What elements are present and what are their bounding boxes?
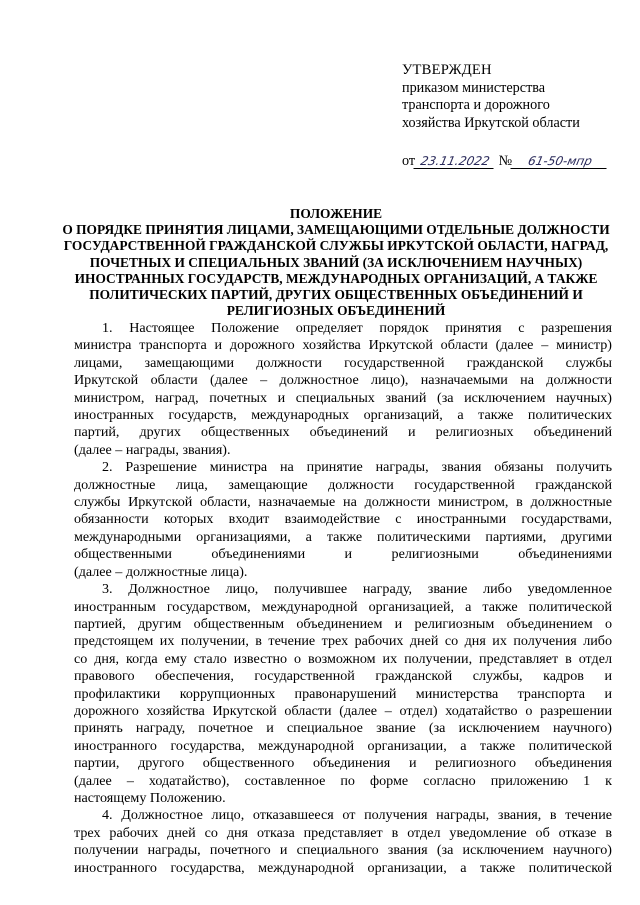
approval-date-line	[402, 153, 608, 170]
date-prefix: от	[402, 153, 416, 169]
paragraph-line: министра транспорта и дорожного хозяйства Иркутской области (далее – министр)	[74, 337, 612, 354]
paragraph-line: настоящему Положению.	[74, 789, 226, 806]
paragraph-line: партий, других общественных объединений и религиозных объединений	[74, 424, 612, 441]
title-line: ГОСУДАРСТВЕННОЙ ГРАЖДАНСКОЙ СЛУЖБЫ ИРКУТСКОЙ ОБЛАСТИ, НАГРАД,	[63, 238, 609, 254]
paragraph-line: должностные лица, замещающие должности государственной гражданской	[74, 476, 612, 493]
title-line: О ПОРЯДКЕ ПРИНЯТИЯ ЛИЦАМИ, ЗАМЕЩАЮЩИМИ ОТДЕЛЬНЫЕ ДОЛЖНОСТИ	[62, 222, 610, 238]
paragraph-line: службы Иркутской области, назначаемые на должности министром, в должностные	[74, 494, 612, 511]
approval-line: хозяйства Иркутской области	[402, 114, 580, 131]
paragraph-line: правового обеспечения, государственной гражданской службы, кадров и	[74, 668, 612, 685]
number-prefix: №	[498, 153, 513, 169]
paragraph-line: (далее – должностные лица).	[74, 563, 248, 580]
approval-lines	[402, 80, 627, 133]
paragraph-line: иностранных государств, международных организаций, а также политических	[74, 407, 612, 424]
document-body	[74, 320, 612, 877]
paragraph-line: 3. Должностное лицо, получившее награду, звание либо уведомленное	[102, 581, 612, 598]
paragraph-line: (далее – ходатайство), составленное по форме согласно приложению 1 к	[74, 772, 612, 789]
paragraph-line: 2. Разрешение министра на принятие награды, звания обязаны получить	[102, 459, 612, 476]
document-title	[60, 206, 612, 319]
approval-line: транспорта и дорожного	[402, 97, 550, 113]
paragraph-line: лицами, замещающими должности государственной гражданской службы	[74, 354, 612, 371]
paragraph-line: иностранным государством, международной организацией, а также политической	[74, 598, 612, 615]
paragraph-line: обязанности которых входит взаимодействие с иностранными государствами,	[74, 511, 612, 528]
paragraph-line: международными организациями, а также политическими партиями, другими	[74, 528, 612, 545]
paragraph-line: 1. Настоящее Положение определяет порядок принятия с разрешения	[102, 320, 612, 336]
paragraph-line: Иркутской области (далее – должностное лицо), назначаемыми на должности	[74, 372, 612, 389]
approval-block	[402, 62, 627, 132]
paragraph-line: предстоящем их получении, в течение трех рабочих дней со дня их получения либо	[74, 633, 612, 650]
paragraph	[74, 581, 612, 807]
paragraph-line: иностранного государства, международной организации, а также политической	[74, 859, 612, 876]
title-line: ПОЛИТИЧЕСКИХ ПАРТИЙ, ДРУГИХ ОБЩЕСТВЕННЫХ ОБЪЕДИНЕНИЙ И	[89, 287, 583, 303]
paragraph-line: партии, другого общественного объединения и религиозного объединения	[74, 755, 612, 772]
title-line: ИНОСТРАННЫХ ГОСУДАРСТВ, МЕЖДУНАРОДНЫХ ОРГАНИЗАЦИЙ, А ТАКЖЕ	[74, 270, 598, 286]
paragraph-line: (далее – награды, звания).	[74, 441, 231, 458]
paragraph-line: получении награды, почетного и специального звания (за исключением научного)	[74, 842, 612, 859]
handwritten-date: 23.11.2022	[414, 154, 497, 169]
paragraph	[74, 320, 612, 459]
paragraph-line: со дня, когда ему стало известно о возможном их получении, представляет в отдел	[74, 650, 612, 667]
paragraph	[74, 459, 612, 581]
approval-line: приказом министерства	[402, 79, 546, 96]
approval-heading: УТВЕРЖДЕН	[402, 62, 492, 78]
paragraph-line: министром, наград, почетных и специальных званий (за исключением научных)	[74, 389, 612, 406]
title-line: РЕЛИГИОЗНЫХ ОБЪЕДИНЕНИЙ	[226, 303, 446, 319]
paragraph-line: профилактики коррупционных правонарушений министерства транспорта и	[74, 685, 612, 702]
title-heading: ПОЛОЖЕНИЕ	[289, 206, 383, 221]
paragraph-line: общественными объединениями и религиозными объединениями	[74, 546, 612, 563]
paragraph-line: партией, другим общественным объединением и религиозным объединением о	[74, 615, 612, 632]
paragraph-line: трех рабочих дней со дня отказа представляет в отдел уведомление об отказе в	[74, 824, 612, 841]
paragraph-line: принять награду, почетное и специальное звание (за исключением научного)	[74, 720, 612, 737]
title-line: ПОЧЕТНЫХ И СПЕЦИАЛЬНЫХ ЗВАНИЙ (ЗА ИСКЛЮЧЕНИЕМ НАУЧНЫХ)	[89, 254, 583, 270]
handwritten-number: 61-50-мпр	[511, 154, 610, 169]
paragraph-line: 4. Должностное лицо, отказавшееся от получения награды, звания, в течение	[102, 807, 612, 824]
paragraph	[74, 807, 612, 877]
paragraph-line: дорожного хозяйства Иркутской области (далее – отдел) ходатайство о разрешении	[74, 702, 612, 719]
paragraph-line: иностранного государства, международной организации, а также политической	[74, 737, 612, 754]
